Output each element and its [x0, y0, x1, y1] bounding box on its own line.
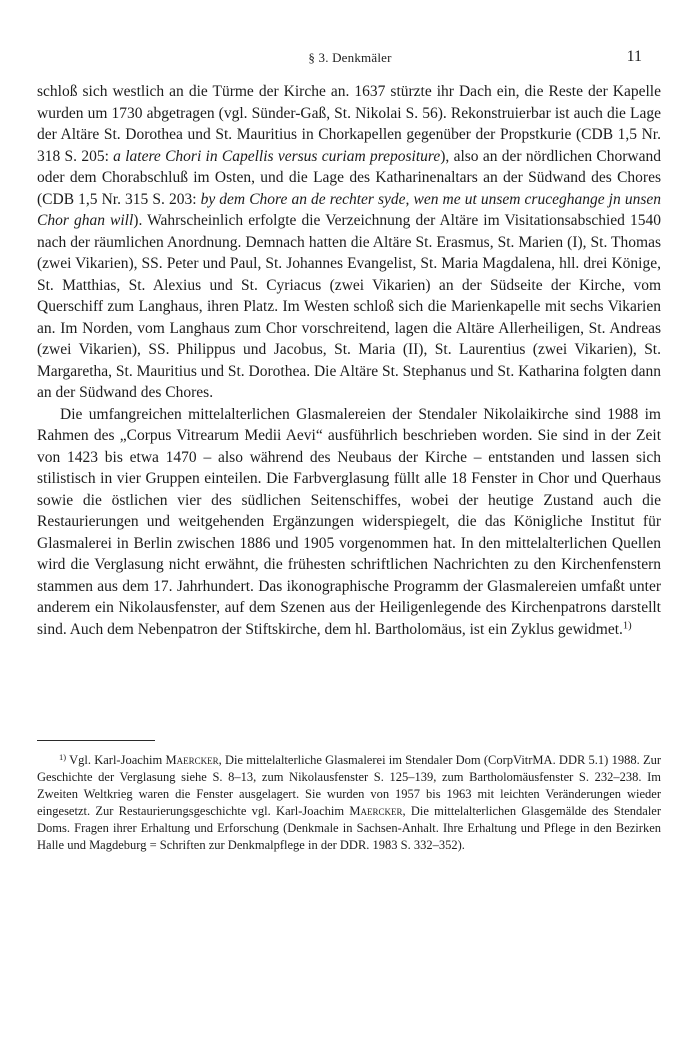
paragraph-altars	[37, 81, 661, 404]
paragraph-text: ). Wahrscheinlich erfolgte die Verzeichnung der Altäre im Visitationsabschied 1540 nach der räumlichen Anordnung. Demnach hatten die Altäre St. Erasmus, St. Marien (I), St. Thomas (zwei Vikarien), SS. Peter und Paul, St. Johannes Evangelist, St. Maria Magdalena, hll. drei Könige, St. Matthias, St. Alexius und St. Cyriacus (zwei Vikarien) an der Südseite der Kirche, vom Querschiff zum Langhaus, ihren Platz. Im Westen schloß sich die Marienkapelle mit sechs Vikarien an. Im Norden, vom Langhaus zum Chor vorschreitend, lagen die Altäre Allerheiligen, St. Andreas (zwei Vikarien), SS. Philippus und Jacobus, St. Maria (II), St. Laurentius (zwei Vikarien), St. Margaretha, St. Mauritius und St. Dorothea. Die Altäre St. Stephanus und St. Katharina folgten dann an der Südwand des Chores.	[37, 212, 661, 401]
paragraph-text: schloß sich westlich an die Türme der Kirche an. 1637 stürzte ihr Dach ein, die Reste der Kapelle wurden um 1730 abgetragen (vgl. Sünder-Gaß, St. Nikolai S. 56). Rekonstruierbar ist auch die Lage der Altäre St. Dorothea und St. Mauritius in Chorkapellen gegenüber der Propstkurie (CDB 1,5 Nr. 318 S. 205:	[37, 83, 661, 165]
footnote-segment: Vgl. Karl-Joachim	[66, 753, 166, 767]
paragraph-glass-paintings	[37, 404, 661, 641]
footnote-marker: 1)	[59, 751, 67, 762]
low-german-quote: by dem Chore an de rechter syde, wen me ut unsem cruceghange jn unsen Chor ghan will	[37, 190, 661, 229]
footnote-text	[37, 752, 661, 854]
section-title: § 3. Denkmäler	[308, 50, 392, 65]
paragraph-text: ), also an der nördlichen Chorwand oder dem Chorabschluß im Osten, und die Lage des Katharinenaltars an der Südwand des Chores (CDB 1,5 Nr. 315 S. 203:	[37, 147, 661, 208]
running-head	[58, 50, 642, 70]
footnote-divider	[37, 740, 155, 741]
footnote-segment: , Die mittelalterlichen Glasgemälde des Stendaler Doms. Fragen ihrer Erhaltung und Erforschung (Denkmale in Sachsen-Anhalt. Ihre Erhaltung und Pflege in den Bezirken Halle und Magdeburg = Schriften zur Denkmalpflege in der DDR. 1983 S. 332–352).	[37, 804, 661, 852]
body-text	[37, 81, 661, 640]
author-name: Maercker	[165, 753, 219, 767]
paragraph-text: Die umfangreichen mittelalterlichen Glasmalereien der Stendaler Nikolaikirche sind 1988 im Rahmen des „Corpus Vitrearum Medii Aevi“ ausführlich beschrieben worden. Sie sind in der Zeit von 1423 bis etwa 1470 – also während des Neubaus der Kirche – entstanden und lassen sich stilistisch in vier Gruppen einteilen. Die Farbverglasung füllt alle 18 Fenster in Chor und Querhaus sowie die östlichen vier des südlichen Seitenschiffes, wobei der heutige Zustand auch die Restaurierungen und weitgehenden Ergänzungen widerspiegelt, die das Königliche Institut für Glasmalerei in Berlin zwischen 1886 und 1905 vorgenommen hat. In den mittelalterlichen Quellen wird die Verglasung nicht erwähnt, die frühesten schriftlichen Nachrichten zu den Kirchenfenstern stammen aus dem 17. Jahrhundert. Das ikonographische Programm der Glasmalereien umfaßt unter anderem ein Nikolausfenster, auf dem Szenen aus der Heiligenlegende des Kirchenpatrons darstellt sind. Auch dem Nebenpatron der Stiftskirche, dem hl. Bartholomäus, ist ein Zyklus gewidmet.	[37, 405, 661, 638]
footnote	[37, 752, 661, 854]
page-number: 11	[626, 48, 642, 65]
author-name: Maercker	[349, 804, 403, 818]
footnote-reference: 1)	[622, 620, 632, 632]
latin-quote: a latere Chori in Capellis versus curiam prepositure	[113, 147, 441, 165]
footnote-segment: , Die mittelalterliche Glasmalerei im Stendaler Dom (CorpVitrMA. DDR 5.1) 1988. Zur Geschichte der Verglasung siehe S. 8–13, zum Nikolausfenster S. 125–139, zum Bartholomäusfenster S. 232–238. Im Zweiten Weltkrieg waren die Fenster ausgelagert. Sie wurden von 1957 bis 1963 mit leichten Veränderungen wieder eingesetzt. Zur Restaurierungsgeschichte vgl. Karl-Joachim	[37, 753, 661, 818]
